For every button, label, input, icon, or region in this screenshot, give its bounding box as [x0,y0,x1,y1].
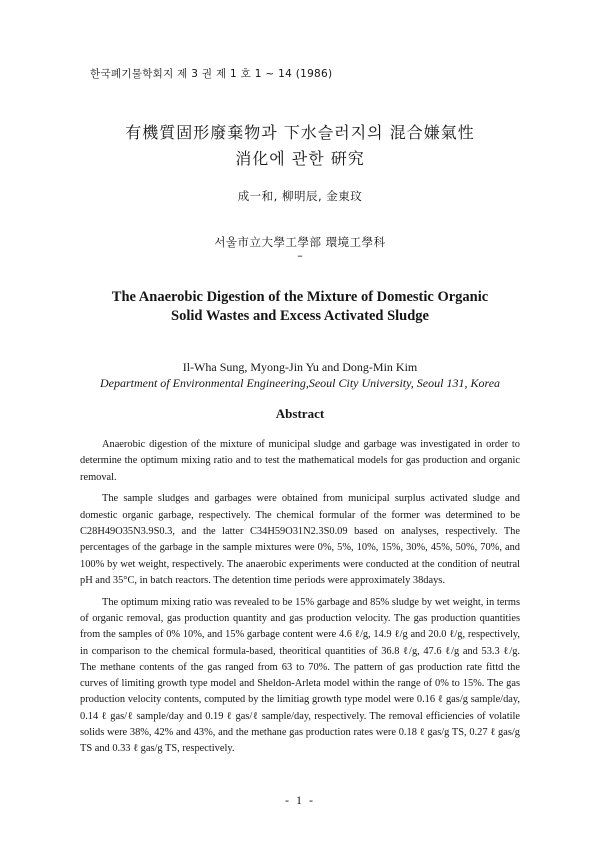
abstract-heading: Abstract [275,406,325,421]
korean-title-line-2: 消化에 관한 硏究 [235,149,365,168]
english-title-line-1: The Anaerobic Digestion of the Mixture of Domestic Organic [111,289,489,305]
english-title-line-2: Solid Wastes and Excess Activated Sludge [171,308,429,324]
english-authors: Il-Wha Sung, Myong-Jin Yu and Dong-Min Kim [182,360,418,374]
abstract-paragraph-1: Anaerobic digestion of the mixture of municipal sludge and garbage was investigated in order to determine the optimum mixing ratio and to test the mathematical models for gas production and organic removal. [80,439,520,483]
abstract-paragraph-2: The sample sludges and garbages were obtained from municipal surplus activated sludge and domestic organic garbage, respectively. The chemical formular of the former was determined to be C28H49O35N3.9S0.3, and the latter C34H59O31N2.3S0.09 based on analyses, respectively. The percentages of the garbage in the sample mixtures were 0%, 5%, 10%, 15%, 30%, 45%, 50%, 70%, and 100% by wet weight, respectively. The anaerobic experiments were conducted at the condition of neutral pH and 35°C, in batch reactors. The detention time periods were approximately 38days. [80,493,520,586]
korean-title-line-1: 有機質固形廢棄物과 下水슬러지의 混合嫌氣性 [125,123,475,142]
korean-affiliation-mark: – [297,249,303,262]
page-number: - 1 - [285,793,315,807]
korean-authors: 成一和, 柳明辰, 金東玟 [237,189,363,203]
korean-affiliation: 서울市立大學工學部 環境工學科 [214,235,386,249]
journal-citation: 한국폐기물학회지 제 3 권 제 1 호 1 ~ 14 (1986) [90,68,333,80]
abstract-paragraph-3: The optimum mixing ratio was revealed to be 15% garbage and 85% sludge by wet weight, in terms of organic removal, gas production quantity and gas production velocity. The gas production quantities from the samples of 0% 10%, and 15% garbage content were 4.6 ℓ/g, 14.9 ℓ/g and 20.0 ℓ/g, respectively, in comparison to the chemical formula-based, theoritical quantities of 36.8 ℓ/g, 47.6 ℓ/g and 53.3 ℓ/g. The methane contents of the gas ranged from 63 to 70%. The pattern of gas production rate fittd the curves of limiting growth type model and Sheldon-Arleta model within the range of 0% to 15%. The gas production velocity contents, computed by the limitiag growth type model were 0.16 ℓ gas/g sample/day, 0.14 ℓ gas/ℓ sample/day and 0.19 ℓ gas/ℓ sample/day, respectively. The removal efficiencies of volatile solids were 38%, 42% and 43%, and the methane gas production rates were 0.18 ℓ gas/g TS, 0.27 ℓ gas/g TS and 0.33 ℓ gas/g TS, respectively. [80,596,520,755]
english-affiliation: Department of Environmental Engineering,Seoul City University, Seoul 131, Korea [99,376,501,390]
abstract-body [80,437,520,763]
